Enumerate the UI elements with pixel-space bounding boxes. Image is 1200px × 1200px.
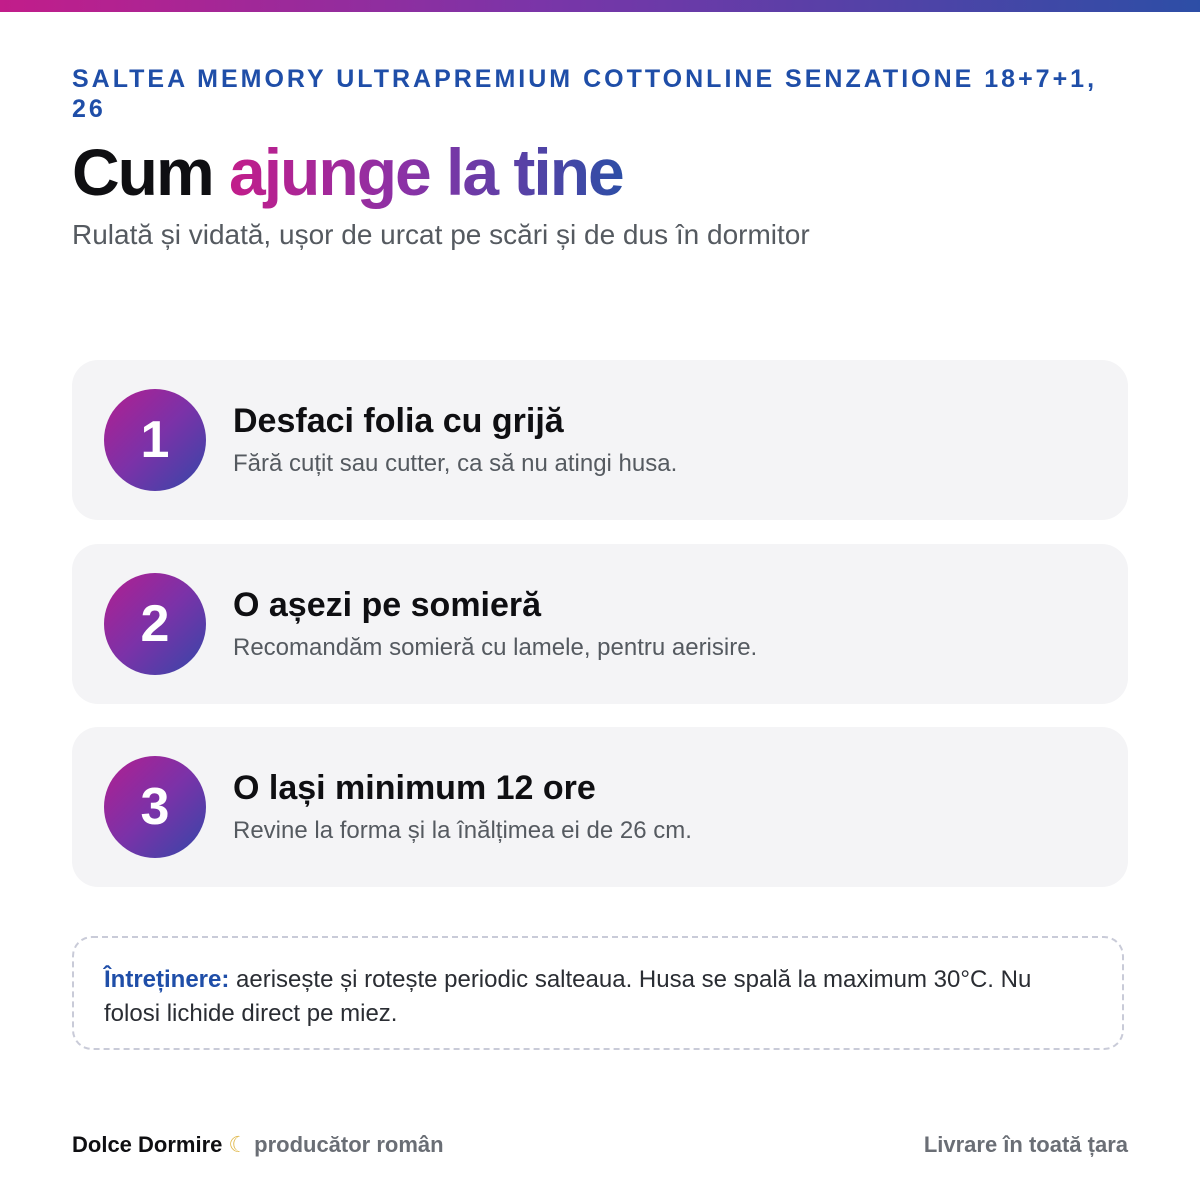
page-title	[72, 134, 623, 210]
moon-icon: ☾	[228, 1132, 249, 1157]
step-number-badge: 1	[104, 389, 206, 491]
step-card-3	[72, 727, 1128, 887]
title-accent: ajunge la tine	[229, 135, 623, 209]
step-description: Recomandăm somieră cu lamele, pentru aerisire.	[233, 634, 758, 661]
maintenance-label: Întreținere:	[104, 966, 230, 993]
step-title: O așezi pe somieră	[233, 586, 542, 624]
step-card-2	[72, 544, 1128, 704]
step-card-1	[72, 360, 1128, 520]
title-part1: Cum	[72, 135, 213, 209]
step-title: O lași minimum 12 ore	[233, 769, 596, 807]
brand-tagline: producător român	[254, 1132, 444, 1157]
product-kicker: SALTEA MEMORY ULTRAPREMIUM COTTONLINE SENZATIONE 18+7+1, 26	[72, 65, 1098, 123]
top-gradient-bar	[0, 0, 1200, 12]
step-description: Revine la forma și la înălțimea ei de 26 cm.	[233, 817, 692, 844]
page-subtitle: Rulată și vidată, ușor de urcat pe scări și de dus în dormitor	[72, 219, 810, 250]
footer-brand	[72, 1131, 444, 1159]
maintenance-note	[72, 936, 1124, 1050]
maintenance-text: aerisește și rotește periodic salteaua. Husa se spală la maximum 30°C. Nu folosi lichide direct pe miez.	[104, 966, 1032, 1027]
step-number-badge: 2	[104, 573, 206, 675]
step-description: Fără cuțit sau cutter, ca să nu atingi husa.	[233, 450, 678, 477]
brand-name: Dolce Dormire	[72, 1132, 223, 1157]
step-number-badge: 3	[104, 756, 206, 858]
delivery-note: Livrare în toată țara	[923, 1132, 1128, 1157]
step-title: Desfaci folia cu grijă	[233, 402, 564, 440]
